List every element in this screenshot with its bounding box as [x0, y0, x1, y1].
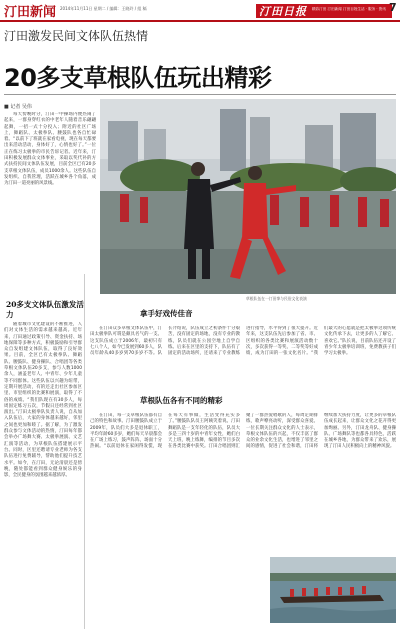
headline-subtitle: 汀田激发民间文体队伍热情: [4, 29, 149, 43]
feature-photo: [100, 99, 396, 294]
middle-paragraph: 在汀田众多草根文体队伍中，汀田太极拳队可谓是颇具名气的一支。这支队伍成立于2006年，最初只有七八个人，如今已发展到60多人，队员年龄从40多岁到70多岁不等。队长介绍说，队伍成立之初条件十分艰苦，没有固定的场地，没有专业的教练，队员们就在公园空地上自学自练。后来在区里的支持下，队伍有了固定的活动场所，还请来了专业教练进行指导，水平得到了很大提升。近年来，这支队伍先后参加了省、市、区组织的各类比赛和展演活动数十次，多次获得一等奖、二等奖等好成绩，成为汀田的一张文化名片。“我们最大的心愿就是把太极拳这项传统文化传承下去，让更多的人了解它、喜欢它。”队长说，目前队伍还开设了青少年太极拳培训班，免费教孩子们学习太极拳。: [90, 326, 396, 357]
dragon-boat-graphic: [270, 557, 396, 623]
page-number: 7: [389, 1, 397, 14]
intro-paragraph: 每天傍晚时分，汀田一中操场内便热闹了起来，一群身穿红衣的中老年人随着音乐翩翩起舞，一招一式十分投入；附近的社区广场上，舞蹈队、太极拳队、腰鼓队也各自忙碌着。“以前下了班就在家看电视，现在每天都要出来活动活动，身体好了，心情也好了。”一位正在练习太极拳的市民告诉记者。近年来，汀田积极发展群众文体事业，采取以奖代补的方式扶持民间文体队伍发展，目前全区已有20多支草根文体队伍，成员1000余人。这些队伍自发组织、自我管理，活跃在城乡各个角落，成为汀田一道亮丽的风景线。: [4, 112, 96, 187]
left-article-text: [4, 322, 82, 627]
bottom-paragraph: 在汀田，每一支草根队伍都有自己的特色和故事。汀田腰鼓队成立于2009年，队员们大多是退休职工，平均年龄60多岁，她们每天早晨都会在广场上练习，鼓声阵阵，场面十分热闹。“以前退休在家闲得发慌，现在每天有事做，生活变得充实多了。”腰鼓队队员王阿姨笑着说。汀田舞蹈队是一支年轻化的队伍，队员大多是三四十岁的中青年女性，她们白天上班，晚上练舞，编排的节目多次在各类比赛中获奖。汀田合唱团则汇聚了一群热爱唱歌的人，每周定期排练，歌声嘹亮动听，深受群众喜爱。一位长期关注群众文化的人士表示，草根文体队伍的兴起，不仅丰富了群众的业余文化生活，也增进了邻里之间的感情，促进了社会和谐，汀田将继续加大扶持力度，让更多的草根队伍成长起来，让群众文化之花开得更加绚丽。另外，汀田龙舟队、健身操队、广场舞队等也都各具特色，活跃在城乡各地，为群众带来了欢乐，展现了汀田人民积极向上的精神风貌。: [90, 413, 396, 450]
page-header: [0, 0, 400, 28]
tai-chi-photo-graphic: [100, 99, 396, 294]
photo-caption: 草根队伍在一汀田拳与民俗文化表演: [246, 296, 307, 301]
bottom-article-text: [90, 413, 396, 553]
issue-meta: 2014年11月11日 星期二 / 编辑：王晓玲 / 组 稿: [60, 6, 147, 11]
byline: ■ 记者 吴伟: [4, 104, 32, 110]
intro-article-text: [4, 112, 96, 276]
headline-title: 20多支草根队伍玩出精彩: [4, 64, 272, 92]
left-paragraph: 随着城市文化建设的不断推进，人们对文体生活的需求越来越高。近年来，汀田通过政策引导、资金扶持、场地保障等多种方式，积极鼓励和引导群众自发组建文体队伍，取得了良好效果。目前，全区已有太极拳队、舞蹈队、腰鼓队、健身操队、合唱团等各类草根文体队伍20多支，参与人数1000余人，涵盖老年人、中青年、少年儿童等不同群体。这些队伍以兴趣为纽带，定期开展活动，有的还走出社区参加区里、市里组织的比赛和展演，取得了不俗的成绩。“我们队现在有30多人，每周固定练习五次，节假日还经常到社区演出。”汀田太极拳队负责人说，自从加入队伍后，大家的身体越来越好，邻里之间也更加和睦了。据了解，为了激发群众参与文体活动的热情，汀田每年都会举办广场舞大赛、太极拳展演、文艺汇演等活动，为草根队伍搭建展示平台。同时，区里还聘请专业老师为各支队伍进行免费辅导，帮助他们提升技艺水平。如今，在汀田，无论清晨还是傍晚，随处都能看到群众健身娱乐的身影，全民健身的氛围越来越浓厚。: [4, 322, 82, 479]
left-section-heading: 20多支文体队伍激发活力: [6, 300, 84, 319]
header-divider: [0, 20, 400, 22]
bottom-section-heading: 草根队伍各有不同的精彩: [140, 396, 223, 405]
newspaper-logo: 汀田日报: [259, 5, 307, 18]
section-title: 汀田新闻: [4, 5, 57, 20]
masthead-slogan: 精彩汀田 汀田新闻 汀田百姓生活 · 服务 · 资讯: [312, 7, 386, 11]
column-divider: [84, 274, 85, 629]
headline-divider: [4, 94, 396, 95]
dragon-boat-photo: [270, 557, 396, 623]
middle-article-text: [90, 326, 396, 392]
middle-section-heading: 拿手好戏传佳音: [140, 309, 193, 318]
